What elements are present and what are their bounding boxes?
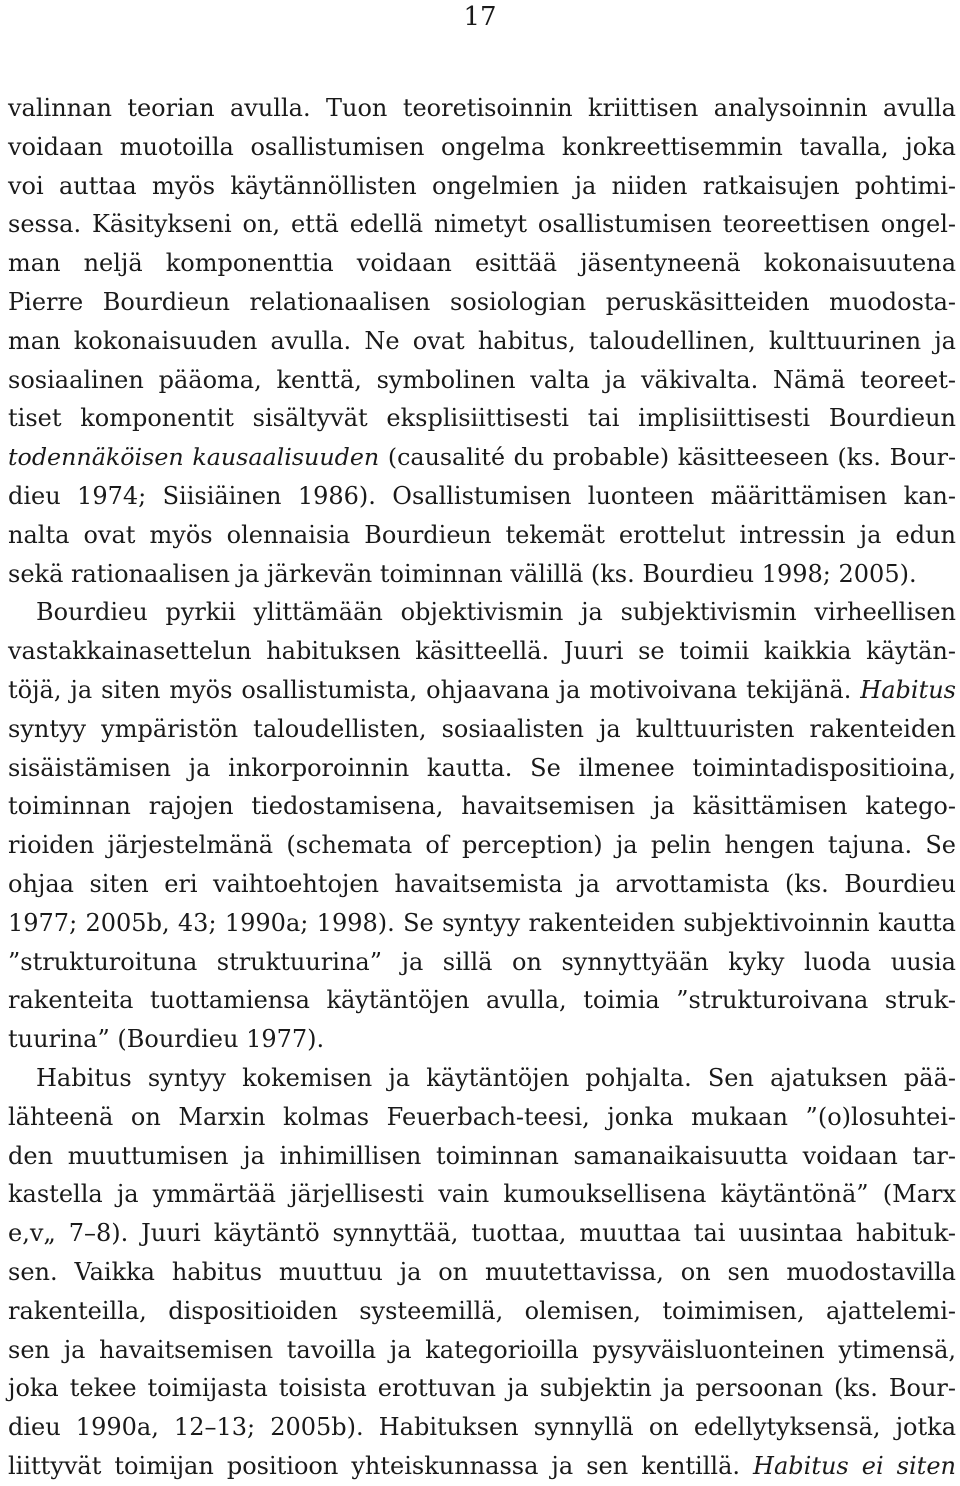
text-segment: 1977; 2005b, 43; 1990a; 1998). Se syntyy rakenteiden subjektivoinnin kautta bbox=[8, 908, 956, 937]
text-line bbox=[8, 283, 956, 322]
text-segment: tiset komponentit sisältyvät eksplisiittisesti tai implisiittisesti Bourdieun bbox=[8, 404, 956, 433]
text-line bbox=[8, 710, 956, 749]
text-line bbox=[8, 516, 956, 555]
text-segment: syntyy ympäristön taloudellisten, sosiaalisten ja kulttuuristen rakenteiden bbox=[8, 714, 956, 743]
text-line bbox=[8, 1331, 956, 1370]
text-line bbox=[8, 1214, 956, 1253]
text-segment: rioiden järjestelmänä (schemata of perception) ja pelin hengen tajuna. Se bbox=[8, 831, 956, 860]
text-line bbox=[8, 1253, 956, 1292]
text-line bbox=[8, 399, 956, 438]
text-segment: (causalité du probable) käsitteeseen (ks. Bour- bbox=[379, 443, 956, 472]
text-line bbox=[8, 865, 956, 904]
text-segment: Pierre Bourdieun relationaalisen sosiologian peruskäsitteiden muodosta- bbox=[8, 287, 956, 316]
italic-text: todennäköisen kausaalisuuden bbox=[8, 443, 380, 472]
text-line bbox=[8, 1408, 956, 1447]
text-segment: lähteenä on Marxin kolmas Feuerbach-teesi, jonka mukaan ”(o)losuhtei- bbox=[8, 1102, 956, 1131]
text-segment: sen. Vaikka habitus muuttuu ja on muutettavissa, on sen muodostavilla bbox=[8, 1257, 956, 1286]
text-line bbox=[8, 244, 956, 283]
text-segment: tuurina” (Bourdieu 1977). bbox=[8, 1025, 325, 1054]
text-line bbox=[8, 1020, 956, 1059]
text-line bbox=[8, 477, 956, 516]
text-line bbox=[8, 632, 956, 671]
text-segment: nalta ovat myös olennaisia Bourdieun tekemät erottelut intressin ja edun bbox=[8, 520, 956, 549]
text-line bbox=[8, 205, 956, 244]
text-segment: sisäistämisen ja inkorporoinnin kautta. Se ilmenee toimintadispositioina, bbox=[8, 753, 956, 782]
text-segment: sosiaalinen pääoma, kenttä, symbolinen valta ja väkivalta. Nämä teoreet- bbox=[8, 365, 956, 394]
italic-text: Habitus bbox=[860, 675, 956, 704]
text-segment: vastakkainasettelun habituksen käsitteellä. Juuri se toimii kaikkia käytän- bbox=[8, 637, 956, 666]
text-line bbox=[8, 943, 956, 982]
text-line bbox=[8, 904, 956, 943]
text-line bbox=[8, 749, 956, 788]
text-line bbox=[8, 128, 956, 167]
text-line bbox=[8, 167, 956, 206]
text-segment: dieu 1974; Siisiäinen 1986). Osallistumisen luonteen määrittämisen kan- bbox=[8, 481, 956, 510]
text-segment: sekä rationaalisen ja järkevän toiminnan välillä (ks. Bourdieu 1998; 2005). bbox=[8, 559, 917, 588]
text-line bbox=[8, 787, 956, 826]
text-segment: man neljä komponenttia voidaan esittää jäsentyneenä kokonaisuutena bbox=[8, 249, 956, 278]
text-line bbox=[8, 555, 956, 594]
text-line bbox=[8, 361, 956, 400]
text-segment: Habitus syntyy kokemisen ja käytäntöjen pohjalta. Sen ajatuksen pää- bbox=[36, 1063, 956, 1092]
text-segment: voidaan muotoilla osallistumisen ongelma konkreettisemmin tavalla, joka bbox=[8, 132, 956, 161]
text-segment: kastella ja ymmärtää järjellisesti vain kumouksellisena käytäntönä” (Marx bbox=[8, 1180, 956, 1209]
text-segment: töjä, ja siten myös osallistumista, ohjaavana ja motivoivana tekijänä. bbox=[8, 675, 861, 704]
text-line bbox=[8, 1175, 956, 1214]
page-number: 17 bbox=[463, 2, 497, 32]
text-line bbox=[8, 1137, 956, 1176]
text-line bbox=[8, 593, 956, 632]
text-segment: man kokonaisuuden avulla. Ne ovat habitus, taloudellinen, kulttuurinen ja bbox=[8, 326, 956, 355]
text-segment: e,v„ 7–8). Juuri käytäntö synnyttää, tuottaa, muuttaa tai uusintaa habituk- bbox=[8, 1219, 956, 1248]
text-line bbox=[8, 1059, 956, 1098]
text-line bbox=[8, 1098, 956, 1137]
text-line bbox=[8, 438, 956, 477]
text-segment: sessa. Käsitykseni on, että edellä nimetyt osallistumisen teoreettisen ongel- bbox=[8, 210, 956, 239]
text-segment: joka tekee toimijasta toisista erottuvan ja subjektin ja persoonan (ks. Bour- bbox=[8, 1374, 956, 1403]
text-segment: voi auttaa myös käytännöllisten ongelmien ja niiden ratkaisujen pohtimi- bbox=[8, 171, 956, 200]
text-segment: ”strukturoituna struktuurina” ja sillä on synnyttyään kyky luoda uusia bbox=[8, 947, 956, 976]
text-segment: sen ja havaitsemisen tavoilla ja kategorioilla pysyväisluonteinen ytimensä, bbox=[8, 1335, 956, 1364]
text-segment: dieu 1990a, 12–13; 2005b). Habituksen synnyllä on edellytyksensä, jotka bbox=[8, 1413, 956, 1442]
text-segment: rakenteilla, dispositioiden systeemillä, olemisen, toimimisen, ajattelemi- bbox=[8, 1296, 956, 1325]
text-line bbox=[8, 671, 956, 710]
text-line bbox=[8, 1292, 956, 1331]
text-segment: valinnan teorian avulla. Tuon teoretisoinnin kriittisen analysoinnin avulla bbox=[8, 94, 956, 122]
text-line bbox=[8, 1447, 956, 1486]
italic-text: Habitus ei siten bbox=[753, 1451, 956, 1480]
text-segment: den muuttumisen ja inhimillisen toiminnan samanaikaisuutta voidaan tar- bbox=[8, 1141, 956, 1170]
text-line bbox=[8, 981, 956, 1020]
text-segment: rakenteita tuottamiensa käytäntöjen avulla, toimia ”strukturoivana struk- bbox=[8, 986, 956, 1015]
text-line bbox=[8, 322, 956, 361]
text-line bbox=[8, 826, 956, 865]
text-segment: liittyvät toimijan positioon yhteiskunnassa ja sen kentillä. bbox=[8, 1451, 754, 1480]
text-line bbox=[8, 1369, 956, 1408]
text-segment: Bourdieu pyrkii ylittämään objektivismin ja subjektivismin virheellisen bbox=[36, 598, 956, 627]
text-segment: toiminnan rajojen tiedostamisena, havaitsemisen ja käsittämisen katego- bbox=[8, 792, 956, 821]
text-segment: ohjaa siten eri vaihtoehtojen havaitsemista ja arvottamista (ks. Bourdieu bbox=[8, 869, 956, 898]
text-line bbox=[8, 89, 956, 128]
body-text bbox=[8, 89, 956, 1486]
